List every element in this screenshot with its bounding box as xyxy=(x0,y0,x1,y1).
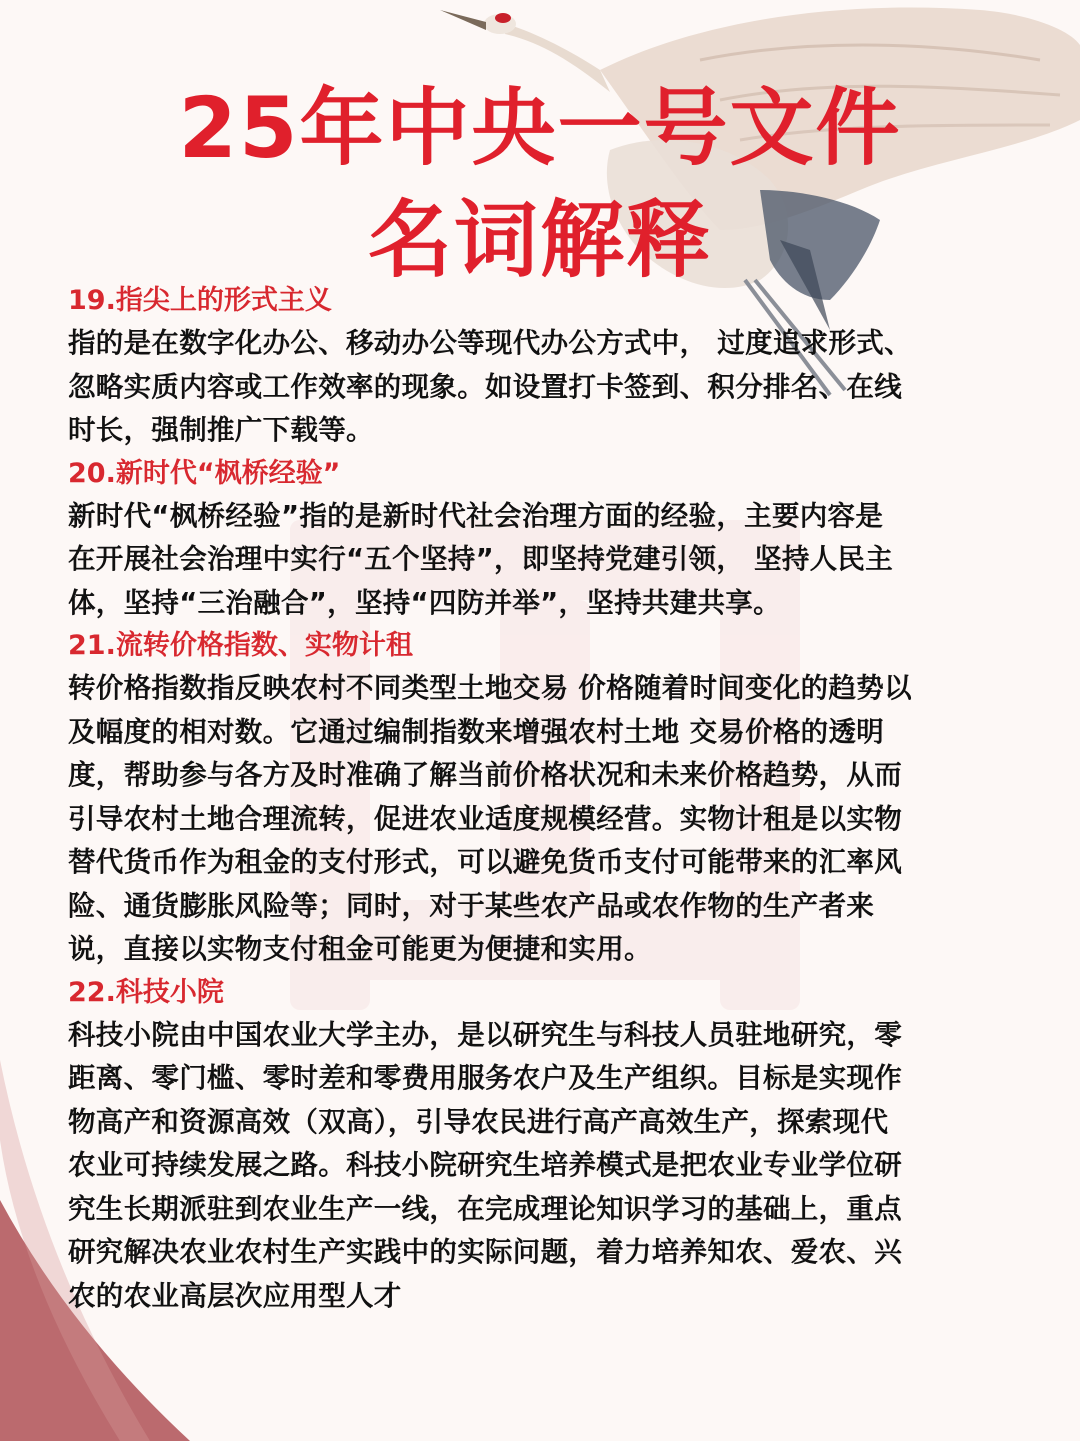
body-line: 忽略实质内容或工作效率的现象。如设置打卡签到、积分排名、在线 xyxy=(68,370,902,403)
section-heading: 20.新时代“枫桥经验” xyxy=(68,457,341,489)
terms-content xyxy=(68,280,998,1318)
body-line: 险、通货膨胀风险等；同时，对于某些农产品或农作物的生产者来 xyxy=(68,889,875,922)
term-section-21 xyxy=(68,625,998,972)
body-line: 度，帮助参与各方及时准确了解当前价格状况和未来价格趋势，从而 xyxy=(68,759,902,791)
body-line: 指的是在数字化办公、移动办公等现代办公方式中， 过度追求形式、 xyxy=(68,327,912,359)
section-body xyxy=(68,322,998,453)
body-line: 新时代“枫桥经验”指的是新时代社会治理方面的经验，主要内容是 xyxy=(68,499,884,532)
body-line: 转价格指数指反映农村不同类型土地交易 价格随着时间变化的趋势以 xyxy=(68,672,912,704)
body-line: 在开展社会治理中实行“五个坚持”，即坚持党建引领， 坚持人民主 xyxy=(68,543,894,575)
body-line: 究生长期派驻到农业生产一线，在完成理论知识学习的基础上，重点 xyxy=(68,1192,902,1225)
body-line: 农的农业高层次应用型人才 xyxy=(68,1279,402,1312)
body-line: 距离、零门槛、零时差和零费用服务农户及生产组织。目标是实现作 xyxy=(68,1062,902,1094)
section-heading: 21.流转价格指数、实物计租 xyxy=(68,630,413,661)
section-body xyxy=(68,495,998,626)
term-section-20 xyxy=(68,453,998,626)
body-line: 科技小院由中国农业大学主办，是以研究生与科技人员驻地研究，零 xyxy=(68,1018,902,1051)
section-body xyxy=(68,667,998,972)
section-heading: 19.指尖上的形式主义 xyxy=(68,285,332,316)
body-line: 研究解决农业农村生产实践中的实际问题，着力培养知农、爱农、兴 xyxy=(68,1236,902,1268)
body-line: 及幅度的相对数。它通过编制指数来增强农村土地 交易价格的透明 xyxy=(68,715,885,748)
body-line: 引导农村土地合理流转，促进农业适度规模经营。实物计租是以实物 xyxy=(68,802,902,835)
body-line: 农业可持续发展之路。科技小院研究生培养模式是把农业专业学位研 xyxy=(68,1149,902,1181)
body-line: 时长，强制推广下载等。 xyxy=(68,414,374,446)
section-body xyxy=(68,1014,998,1319)
page-title-line-1: 25年中央一号文件 xyxy=(178,79,902,177)
body-line: 物高产和资源高效（双高），引导农民进行高产高效生产，探索现代 xyxy=(68,1105,889,1138)
body-line: 体，坚持“三治融合”，坚持“四防并举”，坚持共建共享。 xyxy=(68,586,781,619)
body-line: 说，直接以实物支付租金可能更为便捷和实用。 xyxy=(68,933,652,965)
page-title-line-2: 名词解释 xyxy=(367,191,712,289)
term-section-19 xyxy=(68,280,998,453)
term-section-22 xyxy=(68,972,998,1319)
body-line: 替代货币作为租金的支付形式，可以避免货币支付可能带来的汇率风 xyxy=(68,846,902,878)
section-heading: 22.科技小院 xyxy=(68,976,224,1008)
